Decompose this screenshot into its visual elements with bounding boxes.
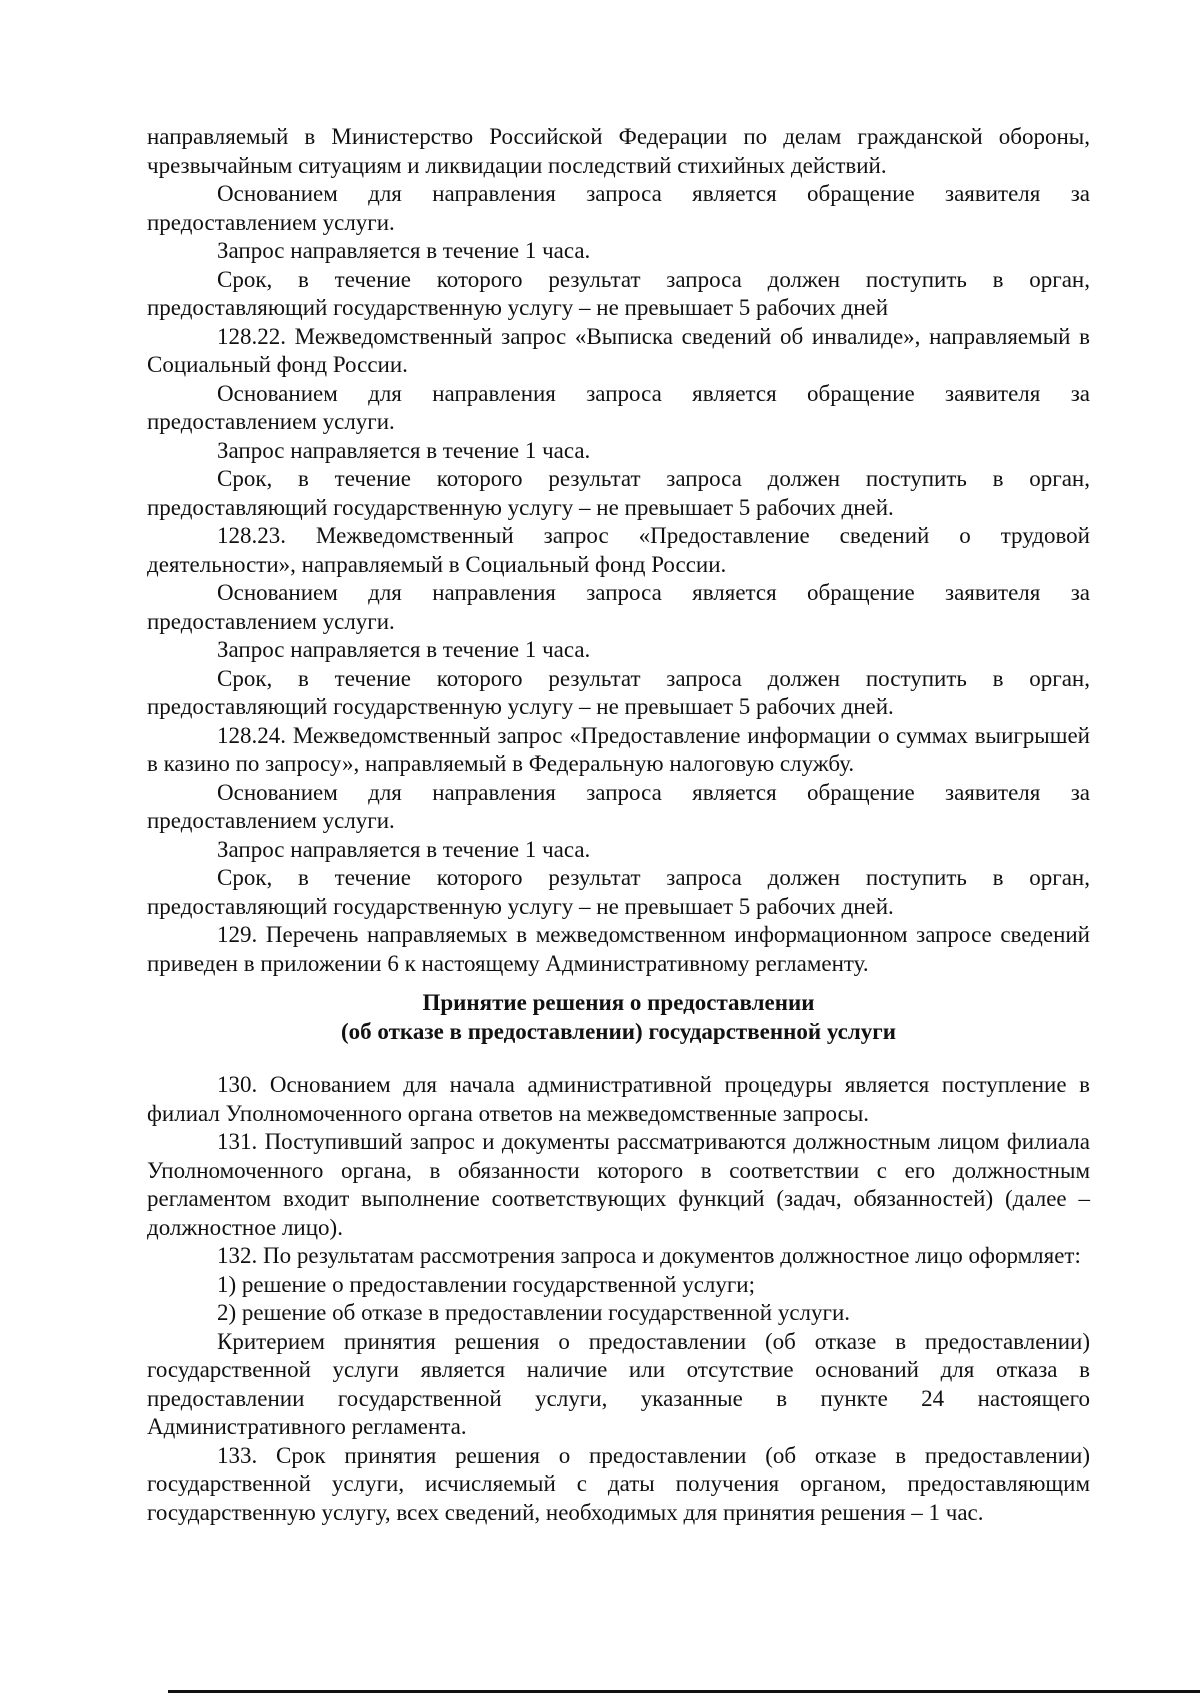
upper-text-block [147, 123, 1090, 978]
paragraph: Основанием для направления запроса является обращение заявителя за предоставлением услуги. [147, 779, 1090, 833]
paragraph: 132. По результатам рассмотрения запроса и документов должностное лицо оформляет: [217, 1243, 1081, 1268]
list-item: 2) решение об отказе в предоставлении государственной услуги. [217, 1300, 851, 1325]
paragraph: Срок, в течение которого результат запроса должен поступить в орган, предоставляющий государственную услугу – не превышает 5 рабочих дней. [147, 665, 1090, 719]
paragraph: Запрос направляется в течение 1 часа. [217, 437, 591, 463]
paragraph: Срок, в течение которого результат запроса должен поступить в орган, предоставляющий государственную услугу – не превышает 5 рабочих дней. [147, 466, 1090, 520]
paragraph: 129. Перечень направляемых в межведомственном информационном запросе сведений приведен в приложении 6 к настоящему Административному регламенту. [147, 922, 1090, 976]
paragraph: 128.24. Межведомственный запрос «Предоставление информации о суммах выигрышей в казино по запросу», направляемый в Федеральную налоговую службу. [147, 722, 1090, 776]
paragraph: Основанием для направления запроса является обращение заявителя за предоставлением услуги. [147, 181, 1090, 235]
paragraph: 130. Основанием для начала административной процедуры является поступление в филиал Уполномоченного органа ответов на межведомственные запросы. [147, 1072, 1090, 1126]
paragraph: Срок, в течение которого результат запроса должен поступить в орган, предоставляющий государственную услугу – не превышает 5 рабочих дней [147, 266, 1090, 320]
paragraph: Основанием для направления запроса является обращение заявителя за предоставлением услуги. [147, 580, 1090, 634]
section-heading-line: Принятие решения о предоставлении [422, 990, 815, 1015]
paragraph: 128.22. Межведомственный запрос «Выписка сведений об инвалиде», направляемый в Социальный фонд России. [147, 323, 1090, 377]
paragraph: 133. Срок принятия решения о предоставлении (об отказе в предоставлении) государственной услуги, исчисляемый с даты получения органом, предоставляющим государственную услугу, всех сведений, необходимых для принятия решения – 1 час. [147, 1442, 1090, 1525]
paragraph: 131. Поступивший запрос и документы рассматриваются должностным лицом филиала Уполномоченного органа, в обязанности которого в соответствии с его должностным регламентом входит выполнение соответствующих функций (задач, обязанностей) (далее – должностное лицо). [147, 1129, 1090, 1240]
paragraph: Критерием принятия решения о предоставлении (об отказе в предоставлении) государственной услуги является наличие или отсутствие оснований для отказа в предоставлении государственной услуги, указанные в пункте 24 настоящего Административного регламента. [147, 1328, 1090, 1439]
paragraph: Запрос направляется в течение 1 часа. [217, 836, 591, 862]
paragraph: Запрос направляется в течение 1 часа. [217, 637, 591, 662]
scan-edge-line [168, 1690, 1200, 1693]
section-heading-line: (об отказе в предоставлении) государственной услуги [341, 1018, 896, 1044]
section-heading [147, 989, 1090, 1046]
paragraph: 128.23. Межведомственный запрос «Предоставление сведений о трудовой деятельности», направляемый в Социальный фонд России. [147, 523, 1090, 577]
lower-text-block [147, 1071, 1090, 1527]
paragraph: Срок, в течение которого результат запроса должен поступить в орган, предоставляющий государственную услугу – не превышает 5 рабочих дней. [147, 865, 1090, 919]
paragraph: Основанием для направления запроса является обращение заявителя за предоставлением услуги. [147, 380, 1090, 434]
list-item: 1) решение о предоставлении государственной услуги; [217, 1271, 756, 1297]
paragraph: Запрос направляется в течение 1 часа. [217, 238, 591, 263]
paragraph: направляемый в Министерство Российской Федерации по делам гражданской обороны, чрезвычайным ситуациям и ликвидации последствий стихийных действий. [147, 124, 1090, 178]
